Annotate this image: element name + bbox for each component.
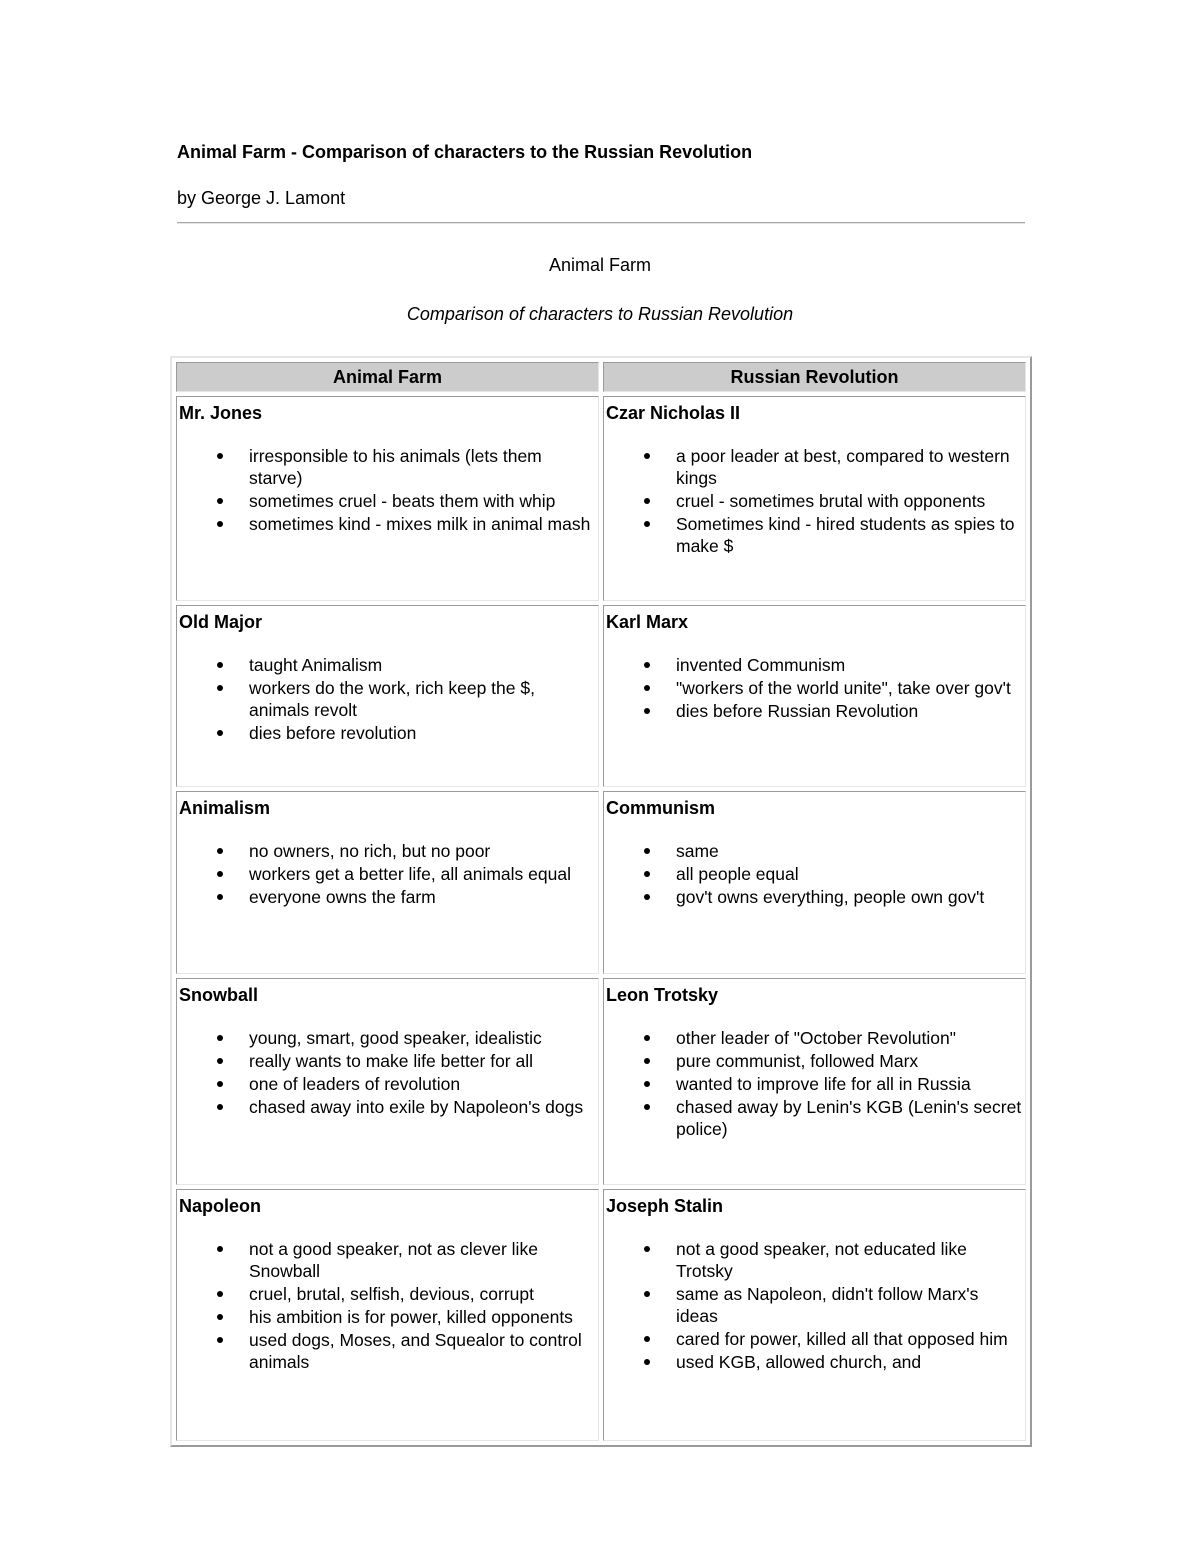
table-row xyxy=(176,396,1026,601)
animal-farm-cell xyxy=(176,791,599,974)
bullet-list xyxy=(606,654,1023,722)
russian-revolution-cell xyxy=(603,791,1026,974)
list-item: sometimes kind - mixes milk in animal mash xyxy=(249,513,596,535)
character-name: Snowball xyxy=(179,985,259,1005)
list-item: cruel, brutal, selfish, devious, corrupt xyxy=(249,1283,596,1305)
animal-farm-cell xyxy=(176,396,599,601)
list-item: everyone owns the farm xyxy=(249,886,596,908)
list-item: one of leaders of revolution xyxy=(249,1073,596,1095)
list-item: not a good speaker, not educated like Trotsky xyxy=(676,1238,1023,1282)
list-item: Sometimes kind - hired students as spies to make $ xyxy=(676,513,1023,557)
list-item: irresponsible to his animals (lets them starve) xyxy=(249,445,596,489)
list-item: used KGB, allowed church, and xyxy=(676,1351,1023,1373)
character-name: Napoleon xyxy=(179,1196,262,1216)
bullet-list xyxy=(606,1238,1023,1373)
animal-farm-cell xyxy=(176,978,599,1185)
russian-revolution-cell xyxy=(603,396,1026,601)
russian-revolution-cell xyxy=(603,1189,1026,1441)
character-name: Old Major xyxy=(179,612,263,632)
section-heading: Animal Farm xyxy=(548,255,651,275)
bullet-list xyxy=(606,445,1023,557)
list-item: dies before Russian Revolution xyxy=(676,700,1023,722)
list-item: pure communist, followed Marx xyxy=(676,1050,1023,1072)
russian-revolution-cell xyxy=(603,605,1026,787)
list-item: sometimes cruel - beats them with whip xyxy=(249,490,596,512)
bullet-list xyxy=(179,1238,596,1373)
list-item: wanted to improve life for all in Russia xyxy=(676,1073,1023,1095)
list-item: chased away by Lenin's KGB (Lenin's secret police) xyxy=(676,1097,1022,1139)
list-item: gov't owns everything, people own gov't xyxy=(676,886,1023,908)
comparison-table xyxy=(170,356,1032,1447)
bullet-list xyxy=(606,1027,1023,1140)
section-subheading: Comparison of characters to Russian Revolution xyxy=(406,304,794,324)
list-item: taught Animalism xyxy=(249,654,596,676)
table-row xyxy=(176,605,1026,787)
list-item: cruel - sometimes brutal with opponents xyxy=(676,490,1023,512)
list-item: workers do the work, rich keep the $, animals revolt xyxy=(249,677,596,721)
bullet-list xyxy=(606,840,1023,908)
column-header-russian-revolution: Russian Revolution xyxy=(603,362,1026,392)
list-item: all people equal xyxy=(676,863,1023,885)
list-item: chased away into exile by Napoleon's dogs xyxy=(249,1096,596,1118)
byline: by George J. Lamont xyxy=(177,188,346,208)
horizontal-rule xyxy=(177,222,1025,224)
russian-revolution-cell xyxy=(603,978,1026,1185)
character-name: Mr. Jones xyxy=(179,403,263,423)
list-item: dies before revolution xyxy=(249,722,596,744)
list-item: his ambition is for power, killed opponents xyxy=(249,1306,596,1328)
bullet-list xyxy=(179,840,596,908)
list-item: no owners, no rich, but no poor xyxy=(249,840,596,862)
animal-farm-cell xyxy=(176,605,599,787)
table-row xyxy=(176,1189,1026,1441)
list-item: invented Communism xyxy=(676,654,1023,676)
character-name: Communism xyxy=(606,798,716,818)
character-name: Joseph Stalin xyxy=(606,1196,724,1216)
list-item: same xyxy=(676,840,1023,862)
list-item: cared for power, killed all that opposed him xyxy=(676,1328,1023,1350)
character-name: Leon Trotsky xyxy=(606,985,719,1005)
bullet-list xyxy=(179,1027,596,1118)
character-name: Animalism xyxy=(179,798,271,818)
character-name: Czar Nicholas II xyxy=(606,403,741,423)
column-header-animal-farm: Animal Farm xyxy=(176,362,599,392)
list-item: used dogs, Moses, and Squealor to control animals xyxy=(249,1329,596,1373)
list-item: young, smart, good speaker, idealistic xyxy=(249,1027,596,1049)
list-item: same as Napoleon, didn't follow Marx's ideas xyxy=(676,1283,1023,1327)
table-header-row xyxy=(176,362,1026,392)
bullet-list xyxy=(179,654,596,744)
table-row xyxy=(176,791,1026,974)
list-item: "workers of the world unite", take over gov't xyxy=(676,677,1023,699)
animal-farm-cell xyxy=(176,1189,599,1441)
list-item: not a good speaker, not as clever like Snowball xyxy=(249,1238,596,1282)
character-name: Karl Marx xyxy=(606,612,689,632)
list-item: really wants to make life better for all xyxy=(249,1050,596,1072)
list-item: a poor leader at best, compared to western kings xyxy=(676,445,1023,489)
table-row xyxy=(176,978,1026,1185)
list-item: workers get a better life, all animals equal xyxy=(249,863,596,885)
page-title: Animal Farm - Comparison of characters to the Russian Revolution xyxy=(177,142,753,162)
list-item: other leader of "October Revolution" xyxy=(676,1027,1023,1049)
bullet-list xyxy=(179,445,596,535)
